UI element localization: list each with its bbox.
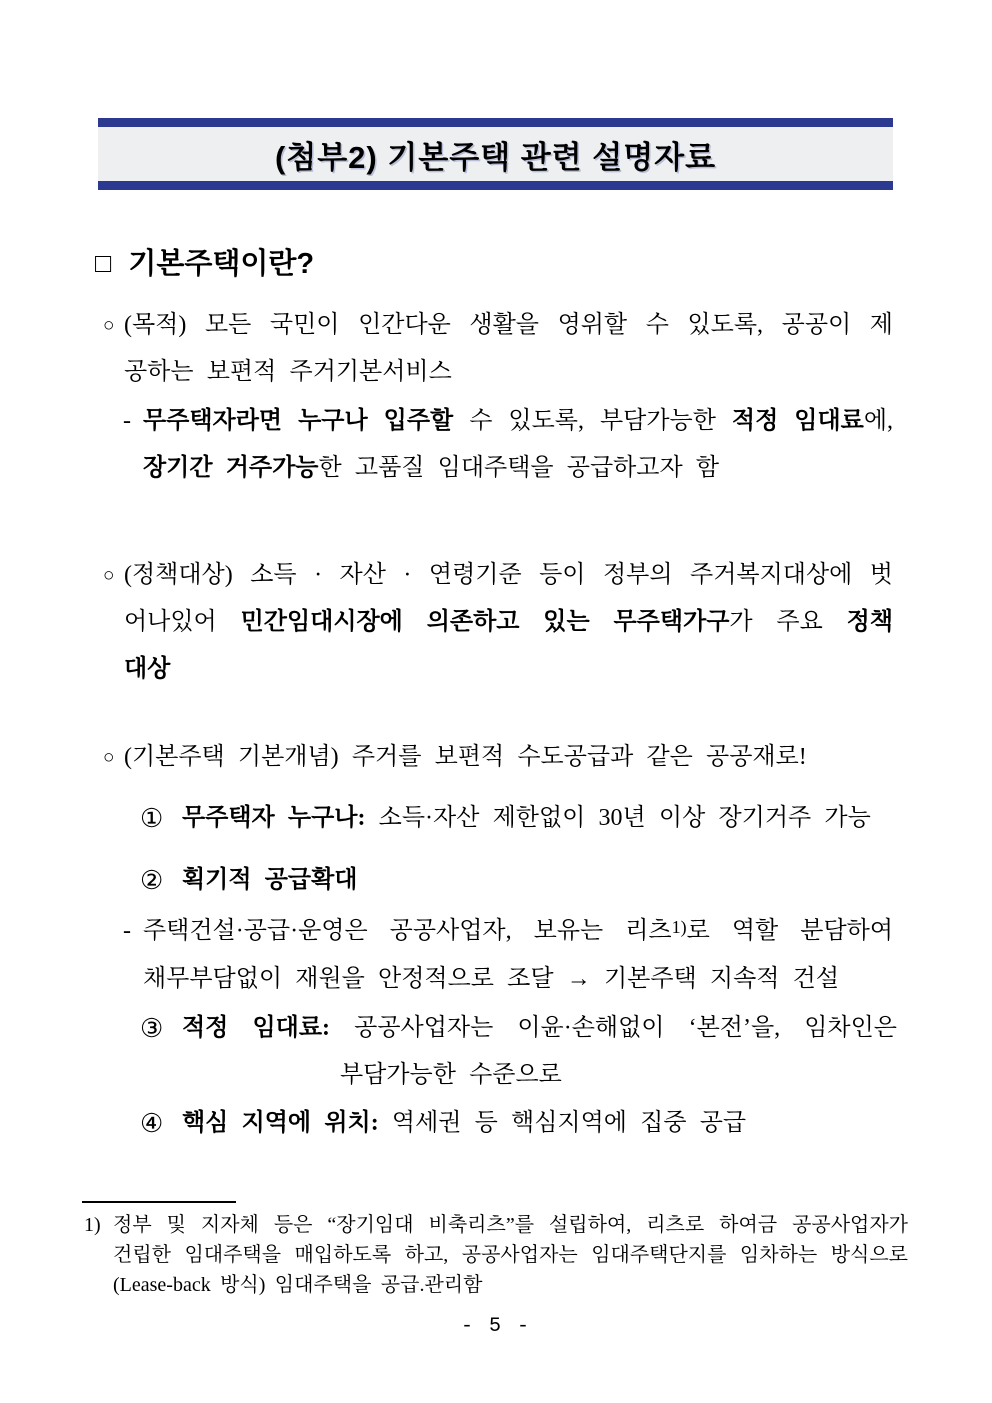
paragraph-line [182,857,897,904]
circled-number-2-icon: ② [140,866,164,895]
paragraph-purpose [103,302,893,396]
circle-bullet-icon: ○ [103,747,115,768]
dash-bullet-icon: - [123,918,131,944]
numbered-item-1 [140,795,897,842]
bold-label: 핵심 지역에 위치: [182,1110,379,1136]
bold-text: 적정 임대료 [731,408,864,434]
circled-number-3-icon: ③ [140,1014,164,1043]
text: 에, [863,408,893,434]
bold-text: 정책 [846,609,894,635]
text: 수 있도록, 부담가능한 [453,408,732,434]
text: 공공사업자는 이윤·손해없이 ‘본전’을, 임차인은 [330,1015,897,1041]
paragraph-line: (기본주택 기본개념) 주거를 보편적 수도공급과 같은 공공재로! [124,744,807,770]
paragraph-line [124,646,893,693]
paragraph-target [103,552,894,693]
text: 채무부담없이 재원을 안정적으로 조달 [143,966,567,992]
paragraph-line [182,795,897,842]
title-banner [98,118,893,190]
paragraph-line [182,1005,897,1052]
text: 소득·자산 제한없이 30년 이상 장기거주 가능 [365,805,871,831]
paragraph-line [182,1100,897,1147]
bold-text: 무주택자라면 누구나 입주할 [143,408,454,434]
paragraph-line [143,398,893,445]
footnote [84,1210,908,1300]
bold-label: 무주택자 누구나: [182,805,366,831]
numbered-item-2 [140,857,897,904]
text: 역세권 등 핵심지역에 집중 공급 [378,1110,747,1136]
text: 기본주택 지속적 건설 [590,966,840,992]
footnote-line: 정부 및 지자체 등은 “장기임대 비축리츠”를 설립하여, 리츠로 하여금 공공사업자가 [113,1214,908,1236]
bold-label: 적정 임대료: [182,1015,331,1041]
text: 어나있어 [124,609,241,635]
numbered-item-4 [140,1100,897,1147]
footnote-number: 1) [84,1214,101,1236]
footnote-reference: 1) [671,917,687,937]
paragraph-line [143,908,893,956]
paragraph-purpose-sub [123,398,893,492]
page-number: - 5 - [460,1315,531,1338]
text: 로 역할 분담하여 [686,918,893,944]
paragraph-line [143,445,893,492]
paragraph-line [143,956,893,1003]
document-title: (첨부2) 기본주택 관련 설명자료 [274,139,717,175]
paragraph-line: 부담가능한 수준으로 [340,1062,562,1088]
dash-bullet-icon: - [123,408,131,434]
square-bullet-icon: □ [95,248,112,278]
circled-number-4-icon: ④ [140,1109,164,1138]
paragraph-line: (목적) 모든 국민이 인간다운 생활을 영위할 수 있도록, 공공이 제 [124,312,893,338]
text: 가 주요 [729,609,847,635]
bold-label: 획기적 공급확대 [182,867,358,893]
paragraph-concept [103,734,893,781]
footnote-line: (Lease-back 방식) 임대주택을 공급.관리함 [113,1274,483,1296]
section-heading-text: 기본주택이란? [128,248,315,280]
section-heading [95,244,314,284]
circle-bullet-icon: ○ [103,315,115,336]
text: 한 고품질 임대주택을 공급하고자 함 [318,455,720,481]
arrow-right-icon: → [566,966,591,992]
footnote-line: 건립한 임대주택을 매입하도록 하고, 공공사업자는 임대주택단지를 임차하는 방식으로 [113,1244,908,1266]
paragraph-line [124,599,893,646]
paragraph-line: 공하는 보편적 주거기본서비스 [124,359,452,385]
paragraph-line: (정책대상) 소득 · 자산 · 연령기준 등이 정부의 주거복지대상에 벗 [124,562,893,588]
footnote-separator [82,1201,236,1203]
paragraph-supply-sub [123,908,893,1003]
bold-text: 민간임대시장에 의존하고 있는 무주택가구 [240,609,730,635]
bold-text: 대상 [124,656,171,682]
circled-number-1-icon: ① [140,804,164,833]
circle-bullet-icon: ○ [103,565,115,586]
bold-text: 장기간 거주가능 [143,455,319,481]
numbered-item-3 [140,1005,897,1099]
text: 주택건설·공급·운영은 공공사업자, 보유는 리츠 [143,918,672,944]
